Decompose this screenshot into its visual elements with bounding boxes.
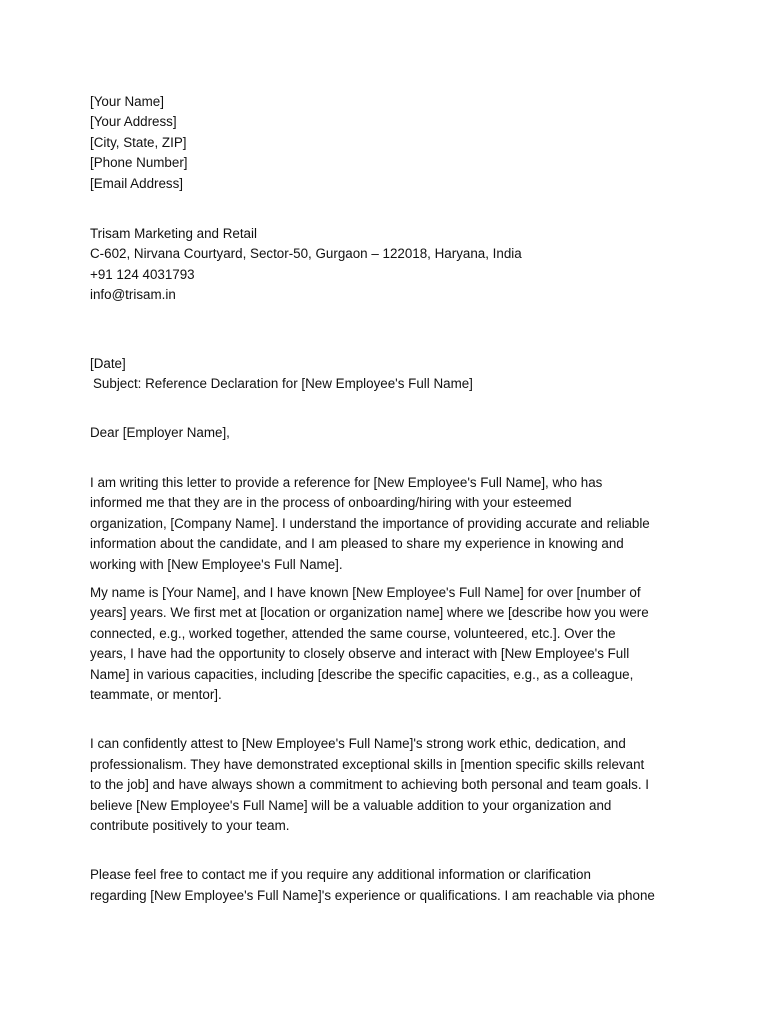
sender-block (90, 92, 690, 194)
sender-address: [Your Address] (90, 114, 177, 130)
paragraph-line: I can confidently attest to [New Employee's Full Name]'s strong work ethic, dedication, and (90, 736, 626, 752)
paragraph-line: working with [New Employee's Full Name]. (90, 556, 343, 572)
recipient-company: Trisam Marketing and Retail (90, 226, 257, 242)
paragraph-line: believe [New Employee's Full Name] will be a valuable addition to your organization and (90, 797, 612, 813)
paragraph-3 (90, 734, 690, 836)
paragraph-line: teammate, or mentor]. (90, 686, 222, 702)
recipient-email: info@trisam.in (90, 287, 176, 303)
paragraph-line: regarding [New Employee's Full Name]'s experience or qualifications. I am reachable via phone (90, 887, 655, 903)
sender-name: [Your Name] (90, 94, 164, 109)
paragraph-2 (90, 583, 690, 705)
paragraph-line: Please feel free to contact me if you require any additional information or clarification (90, 867, 591, 883)
paragraph-line: connected, e.g., worked together, attended the same course, volunteered, etc.]. Over the (90, 625, 616, 641)
recipient-block (90, 224, 690, 306)
date-block (90, 354, 690, 395)
salutation-block (90, 423, 690, 443)
paragraph-line: years] years. We first met at [location or organization name] where we [describe how you were (90, 605, 649, 621)
paragraph-1 (90, 473, 690, 575)
paragraph-line: to the job] and have always shown a commitment to achieving both personal and team goals. I (90, 777, 650, 793)
sender-email: [Email Address] (90, 175, 184, 191)
paragraph-line: informed me that they are in the process of onboarding/hiring with your esteemed (90, 495, 572, 511)
paragraph-line: information about the candidate, and I am pleased to share my experience in knowing and (90, 536, 624, 552)
sender-city-state-zip: [City, State, ZIP] (90, 134, 187, 150)
paragraph-4 (90, 865, 690, 906)
paragraph-line: My name is [Your Name], and I have known [New Employee's Full Name] for over [number of (90, 584, 641, 600)
paragraph-line: contribute positively to your team. (90, 817, 290, 833)
paragraph-line: professionalism. They have demonstrated exceptional skills in [mention specific skills relevant (90, 756, 645, 772)
sender-phone: [Phone Number] (90, 155, 188, 171)
paragraph-line: years, I have had the opportunity to closely observe and interact with [New Employee's Full (90, 646, 630, 662)
paragraph-line: I am writing this letter to provide a reference for [New Employee's Full Name], who has (90, 474, 603, 490)
letter-subject: Subject: Reference Declaration for [New Employee's Full Name] (93, 376, 473, 392)
letter-body (90, 92, 690, 906)
recipient-address: C-602, Nirvana Courtyard, Sector-50, Gurgaon – 122018, Haryana, India (90, 246, 522, 262)
recipient-phone: +91 124 4031793 (90, 266, 195, 282)
paragraph-line: Name] in various capacities, including [describe the specific capacities, e.g., as a colleague, (90, 666, 634, 682)
letter-salutation: Dear [Employer Name], (90, 425, 230, 441)
paragraph-line: organization, [Company Name]. I understand the importance of providing accurate and reliable (90, 515, 650, 531)
letter-date: [Date] (90, 355, 126, 371)
